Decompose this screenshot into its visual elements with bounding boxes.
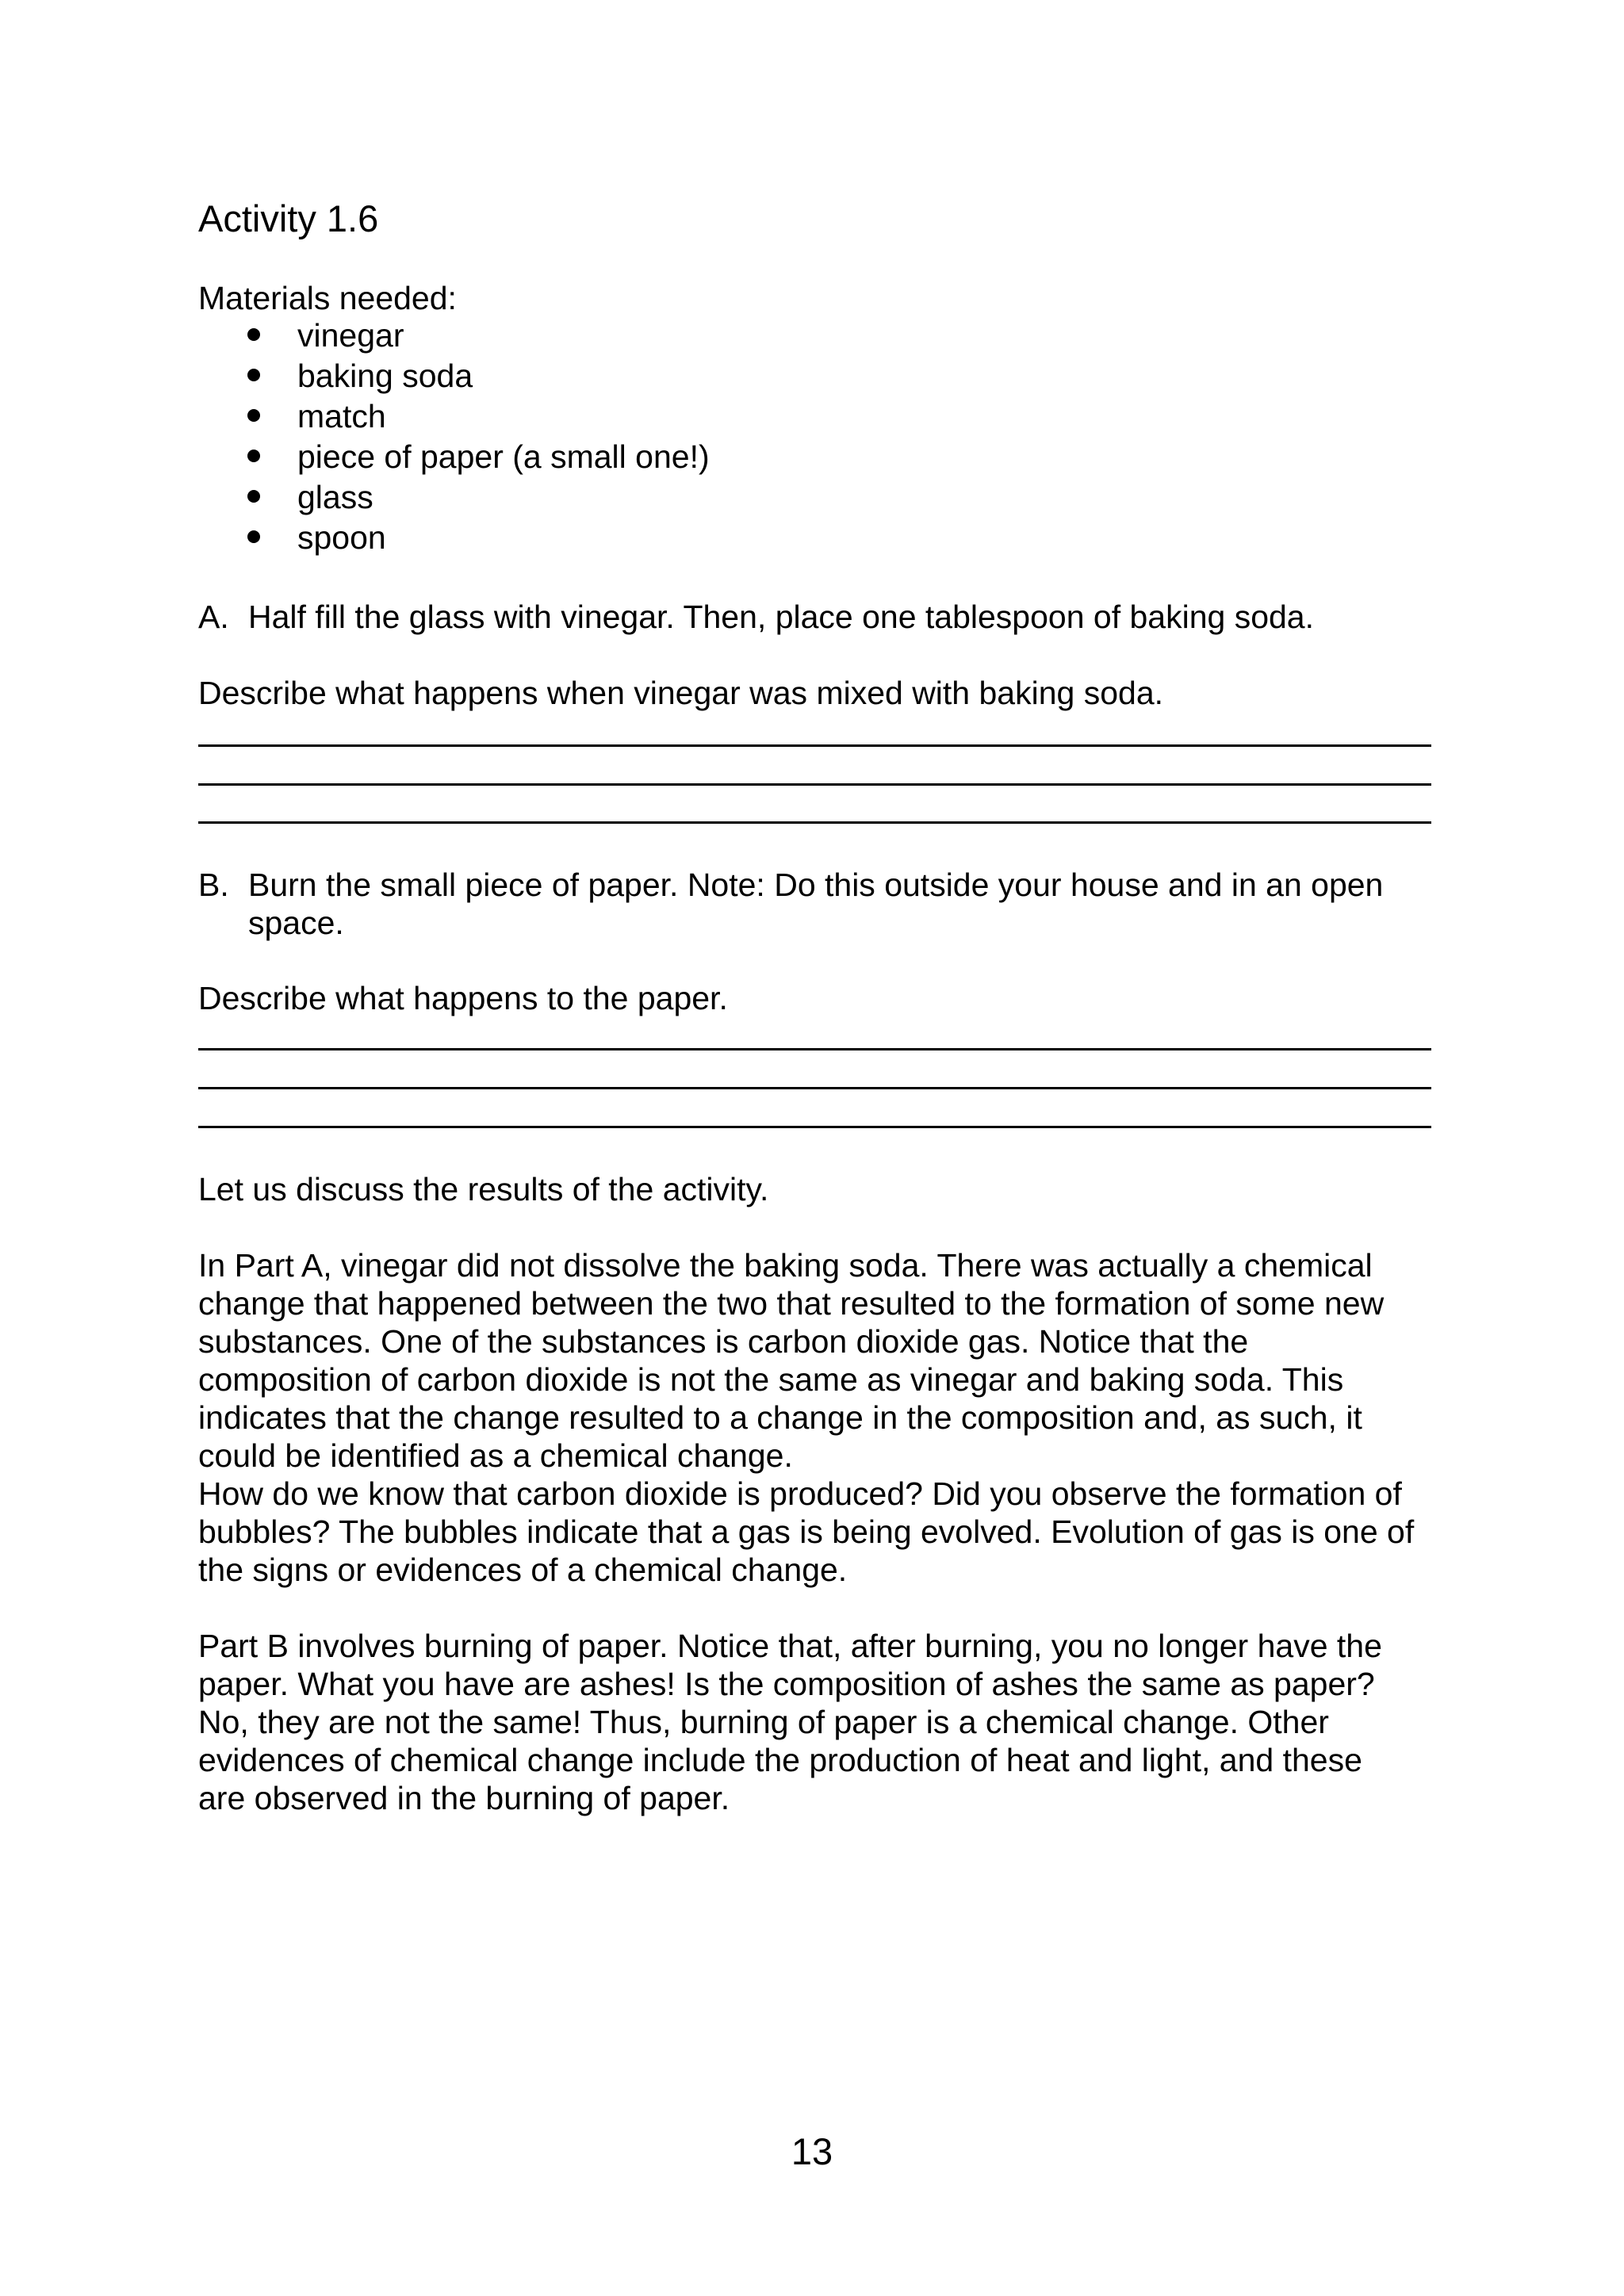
paragraph-line: Part B involves burning of paper. Notice that, after burning, you no longer have the <box>198 1628 1382 1664</box>
list-item <box>247 438 710 478</box>
bullet-icon <box>247 490 260 503</box>
part-b-instruction <box>198 866 1435 904</box>
list-item <box>247 316 710 357</box>
paragraph-line: could be identified as a chemical change. <box>198 1437 793 1474</box>
part-b-instruction-continued: space. <box>248 905 344 941</box>
part-a-instruction-text: Half fill the glass with vinegar. Then, place one tablespoon of baking soda. <box>248 599 1314 635</box>
material-label: piece of paper (a small one!) <box>297 438 710 475</box>
bullet-icon <box>247 369 260 381</box>
discussion-intro: Let us discuss the results of the activity. <box>198 1171 769 1207</box>
paragraph-line: bubbles? The bubbles indicate that a gas is being evolved. Evolution of gas is one of <box>198 1513 1415 1550</box>
part-a-prompt: Describe what happens when vinegar was mixed with baking soda. <box>198 675 1164 711</box>
paragraph-line: change that happened between the two that resulted to the formation of some new <box>198 1285 1385 1322</box>
bullet-icon <box>247 409 260 422</box>
bullet-icon <box>247 530 260 543</box>
bullet-icon <box>247 328 260 341</box>
paragraph-line: the signs or evidences of a chemical change. <box>198 1552 848 1588</box>
answer-line <box>198 821 1431 824</box>
list-item <box>247 397 710 438</box>
part-b-prompt: Describe what happens to the paper. <box>198 980 728 1016</box>
paragraph-line: paper. What you have are ashes! Is the composition of ashes the same as paper? <box>198 1666 1375 1702</box>
answer-line <box>198 744 1431 747</box>
bullet-icon <box>247 450 260 462</box>
material-label: glass <box>297 479 373 515</box>
answer-line <box>198 1087 1431 1089</box>
paragraph-line: evidences of chemical change include the production of heat and light, and these <box>198 1742 1362 1778</box>
answer-line <box>198 783 1431 786</box>
list-item <box>247 519 710 559</box>
paragraph-line: How do we know that carbon dioxide is produced? Did you observe the formation of <box>198 1475 1402 1512</box>
paragraph-line: substances. One of the substances is carbon dioxide gas. Notice that the <box>198 1323 1249 1360</box>
paragraph-line: indicates that the change resulted to a change in the composition and, as such, it <box>198 1399 1362 1436</box>
part-b-instruction-text: Burn the small piece of paper. Note: Do this outside your house and in an open <box>248 867 1384 903</box>
paragraph-line: are observed in the burning of paper. <box>198 1780 730 1816</box>
list-item <box>247 357 710 397</box>
list-item <box>247 478 710 519</box>
answer-line <box>198 1126 1431 1128</box>
paragraph-line: No, they are not the same! Thus, burning of paper is a chemical change. Other <box>198 1704 1329 1740</box>
material-label: baking soda <box>297 358 473 394</box>
materials-heading: Materials needed: <box>198 280 457 316</box>
part-b-marker: B. <box>198 867 229 903</box>
page-number: 13 <box>791 2130 833 2172</box>
activity-title: Activity 1.6 <box>198 197 379 239</box>
material-label: vinegar <box>297 317 404 354</box>
paragraph-line: In Part A, vinegar did not dissolve the baking soda. There was actually a chemical <box>198 1247 1373 1284</box>
part-a-marker: A. <box>198 599 229 635</box>
materials-list <box>247 316 710 559</box>
material-label: spoon <box>297 519 386 556</box>
material-label: match <box>297 398 386 434</box>
answer-line <box>198 1048 1431 1050</box>
part-a-instruction <box>198 598 1435 636</box>
paragraph-line: composition of carbon dioxide is not the same as vinegar and baking soda. This <box>198 1361 1344 1398</box>
